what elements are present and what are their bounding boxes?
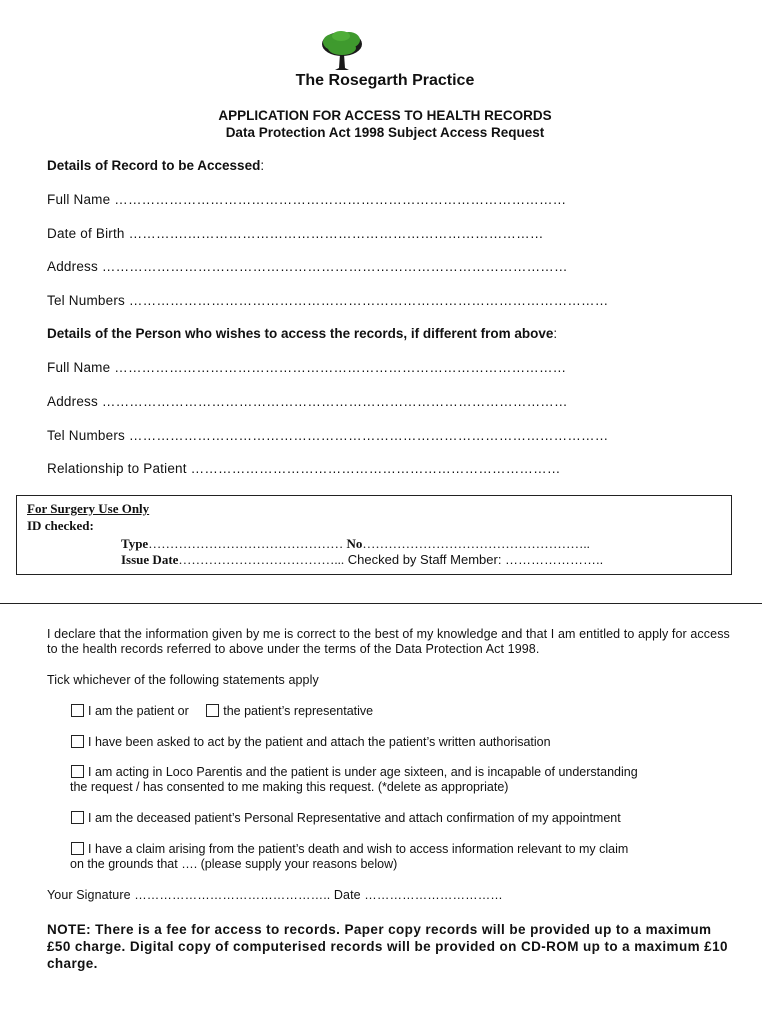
practice-name: The Rosegarth Practice	[295, 72, 475, 89]
record-tel-field[interactable]: Tel Numbers ……………………………………………………………………………………………	[47, 293, 609, 308]
id-type-label: Type	[121, 536, 149, 551]
option-authorised-row	[71, 735, 551, 750]
signature-date-field[interactable]: Your Signature ……………………………………….. Date ……………………………	[47, 888, 503, 902]
record-details-heading: Details of Record to be Accessed:	[47, 158, 265, 173]
record-full-name-field[interactable]: Full Name ………………………………………………………………………………………	[47, 192, 567, 207]
option-claim-label: I have a claim arising from the patient’s death and wish to access information relevant to my claim	[88, 842, 629, 856]
form-subtitle: Data Protection Act 1998 Subject Access Request	[225, 125, 545, 140]
option-deceased-label: I am the deceased patient’s Personal Representative and attach confirmation of my appointment	[88, 811, 621, 825]
person-address-field[interactable]: Address …………………………………………………………………………………………	[47, 394, 568, 409]
option-representative-label: the patient’s representative	[223, 704, 374, 718]
id-no-label: No	[346, 536, 363, 551]
form-title: APPLICATION FOR ACCESS TO HEALTH RECORDS	[218, 108, 552, 123]
tree-logo-icon	[319, 28, 365, 72]
checked-by-field[interactable]: Checked by Staff Member: …………………..	[344, 552, 604, 567]
claim-checkbox-icon[interactable]	[71, 842, 84, 855]
tick-instruction: Tick whichever of the following statements apply	[47, 673, 319, 687]
surgery-use-title: For Surgery Use Only	[27, 501, 150, 516]
loco-checkbox-icon[interactable]	[71, 765, 84, 778]
id-type-line[interactable]: Type……………………………………… No……………………………………………..	[121, 536, 590, 551]
representative-checkbox-icon[interactable]	[206, 704, 219, 717]
person-details-heading: Details of the Person who wishes to access the records, if different from above:	[47, 326, 558, 341]
option-patient-row	[71, 704, 373, 719]
declaration-text: I declare that the information given by me is correct to the best of my knowledge and that I am entitled to apply for access to the health records referred to above under the terms of the Data Protection Act 1998.	[47, 627, 730, 656]
record-dob-field[interactable]: Date of Birth ………….……………………………………………………………………	[47, 226, 544, 241]
option-deceased-row	[71, 811, 621, 826]
fee-note: NOTE: There is a fee for access to records. Paper copy records will be provided up to a maximum £50 charge. Digital copy of computerised records will be provided on CD-ROM up to a maximum £10 charge.	[47, 922, 728, 971]
option-claim-row	[71, 842, 628, 857]
record-address-field[interactable]: Address …………………………………………………………………………………………	[47, 259, 568, 274]
issue-date-label: Issue Date	[121, 552, 179, 567]
person-tel-field[interactable]: Tel Numbers ……………………………………………………………………………………………	[47, 428, 609, 443]
id-checked-label: ID checked:	[27, 518, 94, 533]
relationship-field[interactable]: Relationship to Patient ………………………………………………………………………	[47, 461, 561, 476]
deceased-checkbox-icon[interactable]	[71, 811, 84, 824]
authorised-checkbox-icon[interactable]	[71, 735, 84, 748]
issue-date-line[interactable]: Issue Date………………………………... Checked by Staff Member: …………………..	[121, 552, 604, 567]
option-authorised-label: I have been asked to act by the patient and attach the patient’s written authorisation	[88, 735, 551, 749]
surgery-use-box	[16, 495, 732, 575]
option-loco-label: I am acting in Loco Parentis and the patient is under age sixteen, and is incapable of understanding	[88, 765, 638, 779]
patient-checkbox-icon[interactable]	[71, 704, 84, 717]
option-claim-continuation: on the grounds that …. (please supply your reasons below)	[70, 857, 398, 871]
option-loco-row	[71, 765, 638, 780]
option-patient-label: I am the patient or	[88, 704, 189, 718]
option-loco-continuation: the request / has consented to me making this request. (*delete as appropriate)	[70, 780, 509, 794]
section-divider	[0, 603, 762, 604]
person-full-name-field[interactable]: Full Name ………………………………………………………………………………………	[47, 360, 567, 375]
